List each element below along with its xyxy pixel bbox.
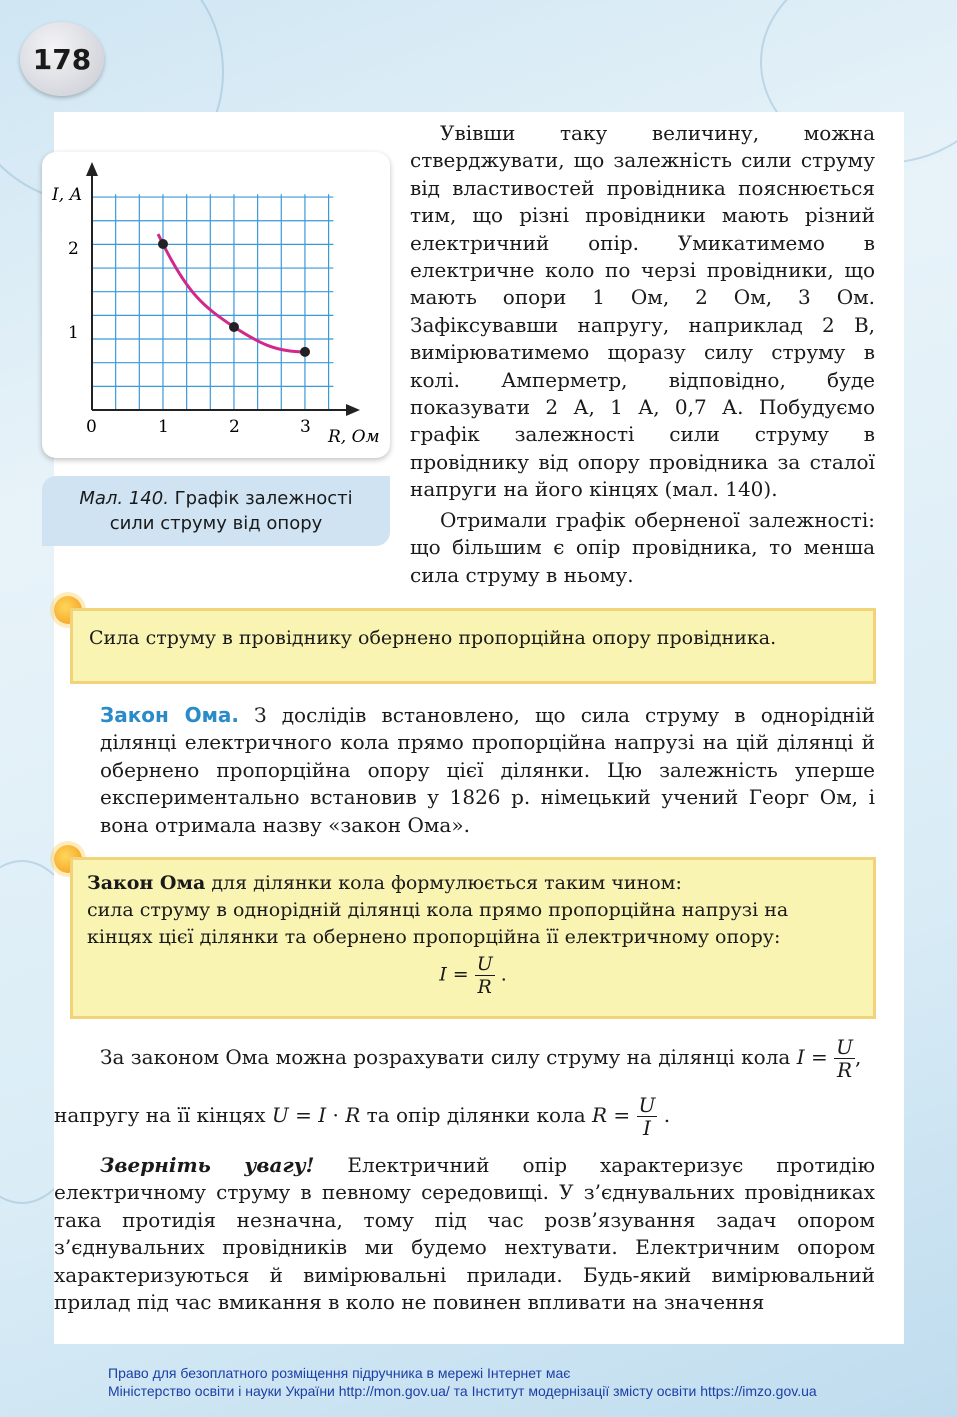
graph-chart [42, 152, 390, 458]
x-tick-label: 2 [229, 417, 240, 437]
data-point [229, 322, 239, 332]
y-axis-arrow [86, 162, 98, 176]
rule-text: Сила струму в провіднику обернено пропорційна опору провідника. [89, 627, 777, 649]
x-tick-label: 3 [300, 417, 311, 437]
formula-op: . [494, 963, 507, 986]
law-box [70, 857, 876, 1019]
law-text: сила струму в однорідній ділянці кола прямо пропорційна напрузі на кінцях цієї ділянки та обернено пропорційна її електричному опору: [87, 899, 789, 948]
formula-fraction [475, 953, 495, 998]
data-point [158, 239, 168, 249]
y-axis-label: I, А [52, 185, 83, 205]
figure-caption [42, 476, 390, 546]
paragraph-text: З дослідів встановлено, що сила струму в однорідній ділянці електричного кола прямо пропорційна напрузі на цій ділянці й обернено пропорційна опору цієї ділянки. Цю залежність уперше експериментально встановив у 1826 р. німецький учений Георг Ом, і вона отримала назву «закон Ома». [100, 703, 875, 837]
footer-line: Міністерство освіти і науки України http://mon.gov.ua/ та Інститут модернізації змісту освіти https://imzo.gov.ua [108, 1383, 817, 1399]
chart-curve [158, 234, 305, 352]
attention-title: Зверніть увагу! [100, 1153, 315, 1177]
paragraph-text: та опір ділянки кола [366, 1103, 586, 1127]
y-tick-label: 1 [68, 323, 79, 343]
formula-fraction [637, 1094, 658, 1139]
fraction-denominator: R [836, 1058, 853, 1082]
formula-var: I [796, 1045, 805, 1069]
fraction-denominator: I [643, 1116, 651, 1140]
chart-grid [92, 194, 333, 410]
y-tick-label: 2 [68, 239, 79, 259]
law-formula [87, 953, 859, 998]
paragraph: Увівши таку величину, можна стверджувати, що залежність сили струму від властивостей провідника пояснюється тим, що різні провідники мають різний електричний опір. Умикатимемо в електричне коло по черзі провідники, що мають опори 1 Ом, 2 Ом, 3 Ом. Зафіксувавши напругу, наприклад 2 В, вимірюватимемо щоразу силу струму в колі. Амперметр, відповідно, буде показувати 2 А, 1 А, 0,7 А. Побудуємо графік залежності сили струму в провіднику від опору провідника за сталої напруги на його кінцях (мал. 140). [410, 121, 875, 502]
formula-op: · [326, 1103, 346, 1127]
fraction-denominator: R [477, 976, 492, 998]
calc-line-2 [54, 1094, 829, 1139]
caption-label: Мал. 140. [79, 488, 169, 509]
formula-op: . [657, 1103, 671, 1127]
formula-fraction [834, 1036, 855, 1081]
formula-var: I [318, 1103, 327, 1127]
paragraph-text: напругу на її кінцях [54, 1103, 266, 1127]
chart-axes [86, 162, 360, 416]
paragraph: Отримали графік оберненої залежності: що більшим є опір провідника, то менша сила струму в ньому. [410, 507, 875, 587]
paragraph [54, 1152, 875, 1316]
x-tick-label: 0 [86, 417, 97, 437]
caption-text: Графік залежності [174, 488, 353, 509]
law-line [87, 870, 859, 897]
paragraph-text: Електричний опір характеризує протидію електричному струму в певному середовищі. У з’єднувальних провідниках така протидія незначна, тому під час розв’язування задач опором з’єднувальних провідників ми будемо нехтувати. Електричним опором характеризуються й вимірювальні прилади. Будь-який вимірювальний прилад під час вмикання в коло не повинен впливати на значення [54, 1153, 875, 1315]
intro-text [410, 120, 875, 589]
formula-op: , [854, 1045, 862, 1069]
fraction-numerator: U [638, 1093, 656, 1117]
calc-line-1 [100, 1036, 875, 1081]
paragraph-text: За законом Ома можна розрахувати силу струму на ділянці кола [100, 1045, 791, 1069]
footer [108, 1364, 908, 1400]
formula-var: R [345, 1103, 361, 1127]
law-text: для ділянки кола формулюється таким чином: [205, 872, 682, 894]
rule-box [70, 608, 876, 684]
x-axis-label: R, Ом [328, 427, 380, 447]
ohm-paragraph [100, 702, 875, 839]
formula-var: I [439, 963, 447, 986]
x-axis-arrow [346, 404, 360, 416]
data-point [300, 347, 310, 357]
figure-graph [42, 152, 390, 458]
formula-op: = [288, 1103, 319, 1127]
fraction-numerator: U [836, 1035, 853, 1059]
formula-var: U [271, 1103, 289, 1127]
footer-line: Право для безоплатного розміщення підручника в мережі Інтернет має [108, 1365, 571, 1381]
formula-op: = [607, 1103, 637, 1127]
attention-paragraph [54, 1152, 875, 1316]
formula-var: R [591, 1103, 608, 1127]
section-title: Закон Ома. [100, 703, 240, 727]
page-number: 178 [20, 22, 104, 96]
formula-op: = [804, 1045, 835, 1069]
law-title: Закон Ома [87, 872, 206, 894]
caption-line [42, 486, 390, 511]
formula-op: = [446, 963, 475, 986]
paragraph [100, 702, 875, 839]
fraction-numerator: U [476, 953, 493, 975]
caption-line-2: сили струму від опору [109, 513, 323, 534]
x-tick-label: 1 [158, 417, 169, 437]
